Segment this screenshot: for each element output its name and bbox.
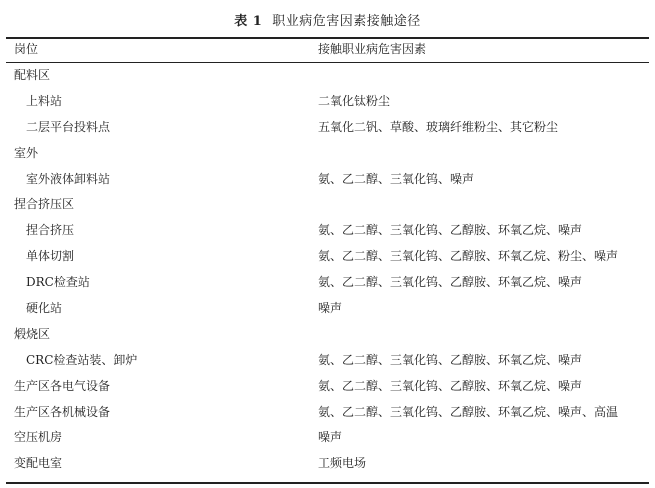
table-row xyxy=(0,217,655,243)
table-row xyxy=(0,373,655,399)
top-rule xyxy=(6,37,649,39)
table-row xyxy=(0,347,655,373)
table-row xyxy=(0,295,655,321)
table-title: 职业病危害因素接触途径 xyxy=(272,14,421,29)
table-row xyxy=(0,450,655,476)
table-row xyxy=(0,88,655,114)
table-row xyxy=(0,424,655,450)
position-cell: 捏合挤压 xyxy=(26,223,75,238)
table-row xyxy=(0,166,655,192)
hazards-cell: 氨、乙二醇、三氧化钨、乙醇胺、环氧乙烷、粉尘、噪声 xyxy=(318,249,619,264)
hazards-cell: 氨、乙二醇、三氧化钨、乙醇胺、环氧乙烷、噪声 xyxy=(318,275,583,290)
hazards-cell: 氨、乙二醇、三氧化钨、噪声 xyxy=(318,171,475,186)
table-body xyxy=(0,62,655,476)
table-row xyxy=(0,140,655,166)
position-cell: 生产区各电气设备 xyxy=(14,378,111,393)
position-cell: 二层平台投料点 xyxy=(26,119,111,134)
position-cell: CRC检查站装、卸炉 xyxy=(26,352,138,367)
hazards-cell: 氨、乙二醇、三氧化钨、乙醇胺、环氧乙烷、噪声、高温 xyxy=(318,404,619,419)
position-cell: 配料区 xyxy=(14,68,51,82)
position-cell: 室外 xyxy=(14,145,39,160)
position-cell: 煅烧区 xyxy=(14,326,51,341)
table-row xyxy=(0,62,655,88)
hazards-cell: 氨、乙二醇、三氧化钨、乙醇胺、环氧乙烷、噪声 xyxy=(318,223,583,238)
hazards-cell: 氨、乙二醇、三氧化钨、乙醇胺、环氧乙烷、噪声 xyxy=(318,352,583,367)
table-row xyxy=(0,114,655,140)
hazards-cell: 二氧化钛粉尘 xyxy=(318,93,391,108)
table-row xyxy=(0,399,655,425)
bottom-rule xyxy=(6,482,649,484)
table-row xyxy=(0,243,655,269)
table-row xyxy=(0,191,655,217)
position-cell: 上料站 xyxy=(26,93,63,108)
position-cell: 单体切割 xyxy=(26,249,75,264)
column-header-position: 岗位 xyxy=(14,42,39,56)
hazards-cell: 工频电场 xyxy=(318,456,367,471)
column-header-hazards: 接触职业病危害因素 xyxy=(318,42,427,56)
table-row xyxy=(0,321,655,347)
table-number: 表 1 xyxy=(234,14,263,29)
position-cell: 生产区各机械设备 xyxy=(14,404,111,419)
position-cell: DRC检查站 xyxy=(26,275,90,290)
position-cell: 室外液体卸料站 xyxy=(26,171,111,186)
hazards-cell: 噪声 xyxy=(318,430,343,445)
position-cell: 硬化站 xyxy=(26,301,63,316)
position-cell: 变配电室 xyxy=(14,456,63,471)
position-cell: 捏合挤压区 xyxy=(14,197,75,212)
hazards-cell: 氨、乙二醇、三氧化钨、乙醇胺、环氧乙烷、噪声 xyxy=(318,378,583,393)
table-caption xyxy=(0,10,655,29)
position-cell: 空压机房 xyxy=(14,430,63,445)
table-row xyxy=(0,269,655,295)
hazards-cell: 五氧化二钒、草酸、玻璃纤维粉尘、其它粉尘 xyxy=(318,119,559,134)
hazards-cell: 噪声 xyxy=(318,301,343,316)
